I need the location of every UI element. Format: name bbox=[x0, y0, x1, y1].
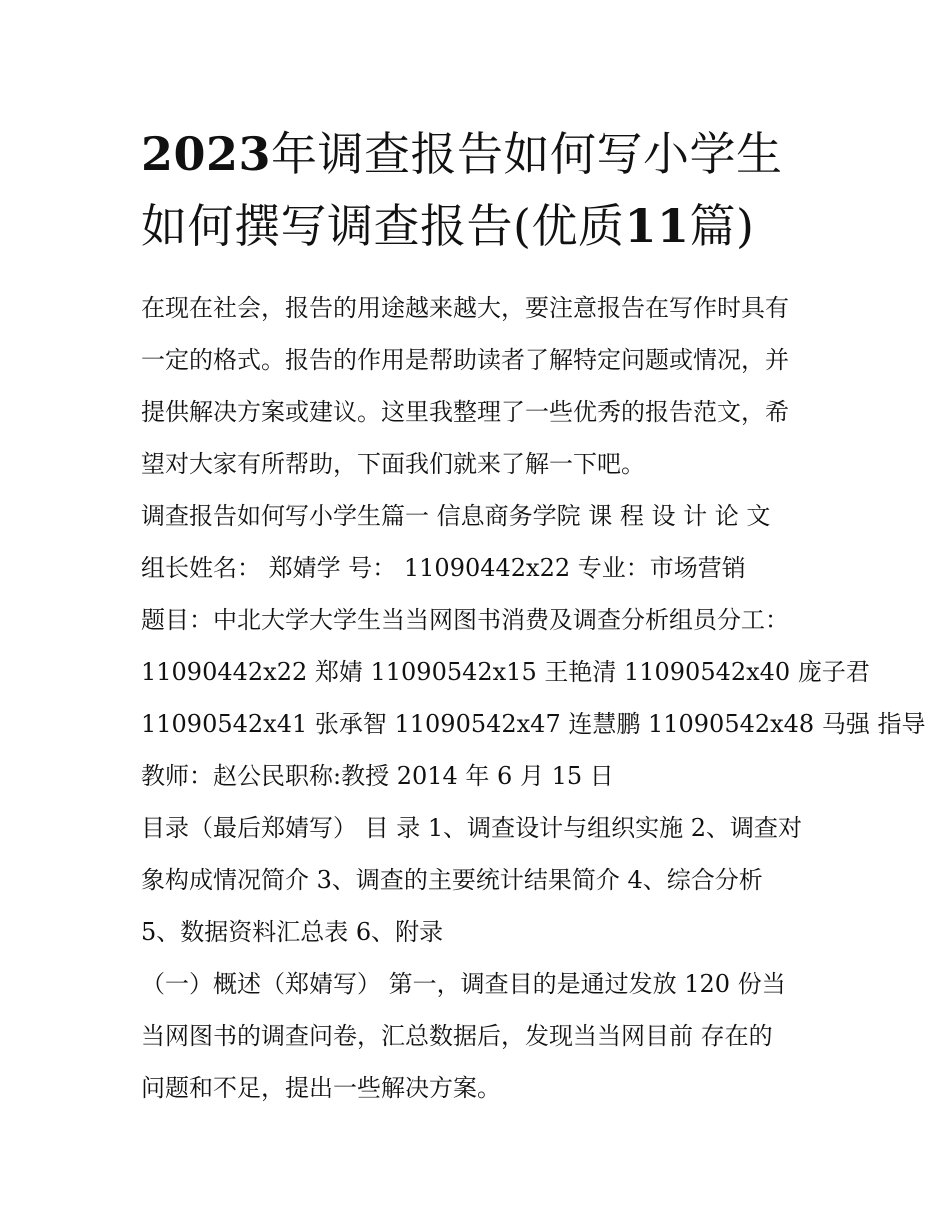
text-line: 5、数据资料汇总表 6、附录 bbox=[141, 918, 444, 946]
text-line: 教师：赵公民职称:教授 2014 年 6 月 15 日 bbox=[141, 762, 614, 790]
text-line: 一定的格式。报告的作用是帮助读者了解特定问题或情况，并 bbox=[141, 346, 789, 374]
topic-members-paragraph bbox=[141, 594, 926, 802]
text-line: 11090442x22 郑婧 11090542x15 王艳清 11090542x40 庞子君 bbox=[141, 658, 870, 686]
text-line: 问题和不足，提出一些解决方案。 bbox=[141, 1074, 501, 1102]
text-line: 题目：中北大学大学生当当网图书消费及调查分析组员分工： bbox=[141, 606, 789, 634]
leader-info-paragraph bbox=[141, 542, 813, 594]
title-year: 2023 bbox=[141, 127, 272, 181]
text-line: （一）概述（郑婧写） 第一，调查目的是通过发放 120 份当 bbox=[141, 970, 786, 998]
title-line-2 bbox=[141, 190, 813, 262]
contents-paragraph bbox=[141, 802, 813, 958]
title-line-2-suffix: 篇) bbox=[689, 199, 755, 253]
title-line-1-text: 年调查报告如何写小学生 bbox=[271, 127, 783, 181]
intro-paragraph bbox=[141, 282, 813, 490]
text-line: 望对大家有所帮助，下面我们就来了解一下吧。 bbox=[141, 450, 645, 478]
text-line: 当网图书的调查问卷，汇总数据后，发现当当网目前 存在的 bbox=[141, 1022, 773, 1050]
title-line-1 bbox=[141, 118, 813, 190]
text-line: 组长姓名： 郑婧学 号： 11090442x22 专业：市场营销 bbox=[141, 554, 746, 582]
document-body bbox=[141, 282, 926, 1114]
text-line: 在现在社会，报告的用途越来越大，要注意报告在写作时具有 bbox=[141, 294, 789, 322]
chapter-heading-paragraph bbox=[141, 490, 813, 542]
text-line: 提供解决方案或建议。这里我整理了一些优秀的报告范文，希 bbox=[141, 398, 789, 426]
overview-paragraph bbox=[141, 958, 813, 1114]
text-line: 象构成情况简介 3、调查的主要统计结果简介 4、综合分析 bbox=[141, 866, 763, 894]
document-page bbox=[141, 118, 926, 1114]
text-line: 目录（最后郑婧写） 目 录 1、调查设计与组织实施 2、调查对 bbox=[141, 814, 803, 842]
text-line: 11090542x41 张承智 11090542x47 连慧鹏 11090542x48 马强 指导 bbox=[141, 710, 926, 738]
document-title bbox=[141, 118, 813, 262]
title-count: 11 bbox=[624, 199, 690, 253]
title-line-2-prefix: 如何撰写调查报告(优质 bbox=[141, 199, 625, 253]
text-line: 调查报告如何写小学生篇一 信息商务学院 课 程 设 计 论 文 bbox=[141, 502, 771, 530]
